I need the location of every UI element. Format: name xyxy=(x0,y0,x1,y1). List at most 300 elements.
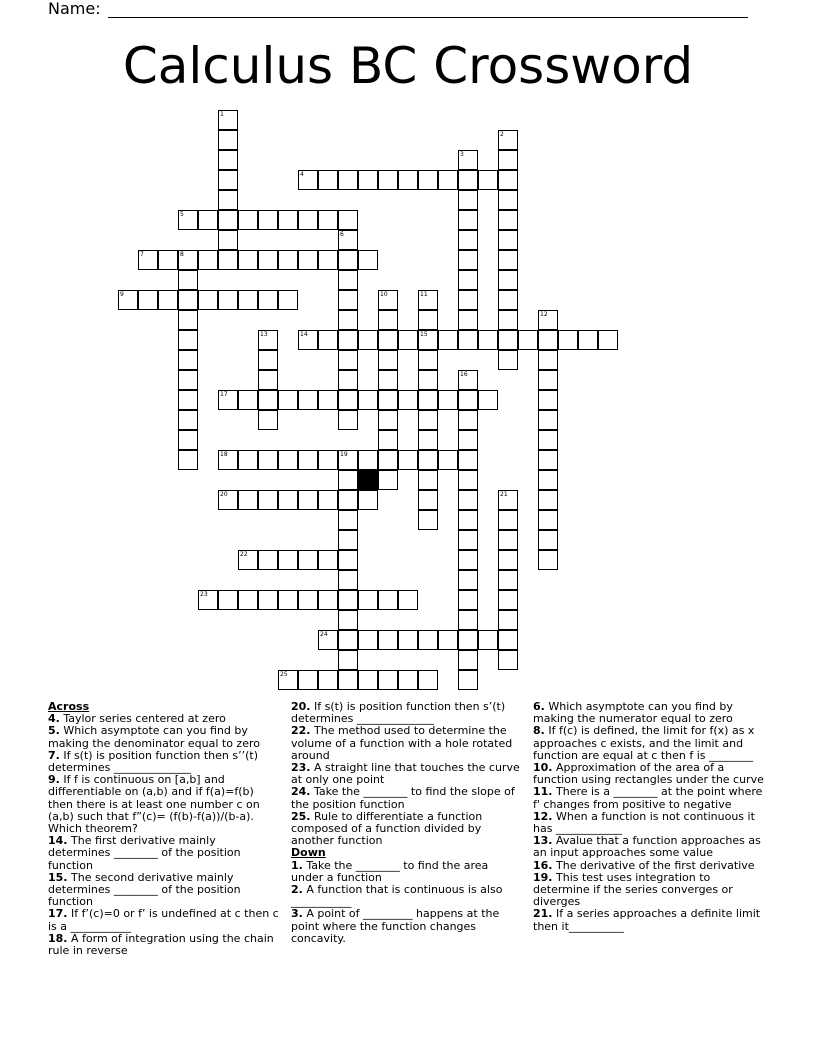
grid-cell[interactable] xyxy=(458,490,478,510)
grid-cell[interactable] xyxy=(338,270,358,290)
grid-cell[interactable] xyxy=(338,250,358,270)
grid-cell[interactable] xyxy=(338,610,358,630)
grid-cell[interactable] xyxy=(538,450,558,470)
black-cell xyxy=(358,470,378,490)
grid-cell[interactable] xyxy=(498,630,518,650)
grid-cell[interactable] xyxy=(218,110,238,130)
grid-cell[interactable] xyxy=(298,490,318,510)
grid-cell[interactable] xyxy=(318,550,338,570)
grid-cell[interactable] xyxy=(478,170,498,190)
grid-cell[interactable] xyxy=(498,330,518,350)
clue-item-number: 3. xyxy=(291,907,303,921)
clue-item xyxy=(48,835,280,872)
grid-cell[interactable] xyxy=(258,550,278,570)
clue-number: 8 xyxy=(180,251,184,258)
grid-cell[interactable] xyxy=(318,390,338,410)
grid-cell[interactable] xyxy=(278,550,298,570)
grid-cell[interactable] xyxy=(458,650,478,670)
grid-cell[interactable] xyxy=(538,410,558,430)
clue-item-text: If a series approaches a definite limit then it__________ xyxy=(533,907,761,933)
grid-cell[interactable] xyxy=(278,250,298,270)
grid-cell[interactable] xyxy=(378,170,398,190)
grid-cell[interactable] xyxy=(458,470,478,490)
grid-cell[interactable] xyxy=(338,210,358,230)
grid-cell[interactable] xyxy=(278,490,298,510)
grid-cell[interactable] xyxy=(338,370,358,390)
grid-cell[interactable] xyxy=(418,330,438,350)
grid-cell[interactable] xyxy=(218,290,238,310)
clue-item xyxy=(48,933,280,957)
grid-cell[interactable] xyxy=(498,530,518,550)
grid-cell[interactable] xyxy=(418,290,438,310)
grid-cell[interactable] xyxy=(238,210,258,230)
grid-cell[interactable] xyxy=(298,330,318,350)
grid-cell[interactable] xyxy=(498,150,518,170)
clue-item-text: Take the ________ to find the area under a function xyxy=(291,858,489,884)
clue-number: 22 xyxy=(240,551,248,558)
clue-item xyxy=(533,872,765,909)
clue-item-number: 6. xyxy=(533,700,545,713)
clue-item-text: The second derivative mainly determines ________ of the position function xyxy=(48,870,241,909)
clue-item xyxy=(533,835,765,859)
grid-cell[interactable] xyxy=(258,250,278,270)
grid-cell[interactable] xyxy=(378,590,398,610)
grid-cell[interactable] xyxy=(258,210,278,230)
grid-cell[interactable] xyxy=(318,250,338,270)
grid-cell[interactable] xyxy=(378,670,398,690)
grid-cell[interactable] xyxy=(218,210,238,230)
grid-cell[interactable] xyxy=(158,250,178,270)
grid-cell[interactable] xyxy=(398,590,418,610)
grid-cell[interactable] xyxy=(498,350,518,370)
grid-cell[interactable] xyxy=(238,290,258,310)
grid-cell[interactable] xyxy=(338,470,358,490)
grid-cell[interactable] xyxy=(438,170,458,190)
grid-cell[interactable] xyxy=(258,370,278,390)
grid-cell[interactable] xyxy=(178,430,198,450)
clue-column-2 xyxy=(291,701,523,945)
clue-item-number: 9. xyxy=(48,773,60,787)
clue-item-text: The derivative of the first derivative xyxy=(552,858,755,872)
clue-number: 24 xyxy=(320,631,328,638)
grid-cell[interactable] xyxy=(358,590,378,610)
grid-cell[interactable] xyxy=(178,390,198,410)
grid-cell[interactable] xyxy=(238,250,258,270)
grid-cell[interactable] xyxy=(418,370,438,390)
grid-cell[interactable] xyxy=(458,570,478,590)
clue-item-number: 20. xyxy=(291,700,311,713)
grid-cell[interactable] xyxy=(418,630,438,650)
grid-cell[interactable] xyxy=(358,330,378,350)
clue-item-number: 23. xyxy=(291,761,311,775)
grid-cell[interactable] xyxy=(438,450,458,470)
grid-cell[interactable] xyxy=(458,550,478,570)
clue-item-number: 24. xyxy=(291,785,311,799)
grid-cell[interactable] xyxy=(278,670,298,690)
grid-cell[interactable] xyxy=(318,330,338,350)
grid-cell[interactable] xyxy=(498,170,518,190)
grid-cell[interactable] xyxy=(358,450,378,470)
grid-cell[interactable] xyxy=(458,450,478,470)
grid-cell[interactable] xyxy=(138,290,158,310)
grid-cell[interactable] xyxy=(458,430,478,450)
grid-cell[interactable] xyxy=(538,470,558,490)
clue-number: 1 xyxy=(220,111,224,118)
grid-cell[interactable] xyxy=(458,390,478,410)
grid-cell[interactable] xyxy=(538,490,558,510)
grid-cell[interactable] xyxy=(338,590,358,610)
grid-cell[interactable] xyxy=(338,170,358,190)
grid-cell[interactable] xyxy=(118,290,138,310)
grid-cell[interactable] xyxy=(198,290,218,310)
grid-cell[interactable] xyxy=(338,330,358,350)
grid-cell[interactable] xyxy=(538,430,558,450)
grid-cell[interactable] xyxy=(498,210,518,230)
grid-cell[interactable] xyxy=(338,450,358,470)
clue-item xyxy=(533,811,765,835)
grid-cell[interactable] xyxy=(338,670,358,690)
grid-cell[interactable] xyxy=(258,590,278,610)
grid-cell[interactable] xyxy=(338,650,358,670)
grid-cell[interactable] xyxy=(298,590,318,610)
grid-cell[interactable] xyxy=(378,310,398,330)
grid-cell[interactable] xyxy=(498,270,518,290)
clue-item-number: 8. xyxy=(533,724,545,738)
grid-cell[interactable] xyxy=(378,330,398,350)
clue-item-text: Take the ________ to find the slope of the position function xyxy=(291,785,515,811)
grid-cell[interactable] xyxy=(298,390,318,410)
clue-item xyxy=(48,774,280,835)
grid-cell[interactable] xyxy=(258,290,278,310)
clue-item-number: 19. xyxy=(533,870,553,884)
grid-cell[interactable] xyxy=(518,330,538,350)
grid-cell[interactable] xyxy=(538,510,558,530)
grid-cell[interactable] xyxy=(238,590,258,610)
grid-cell[interactable] xyxy=(218,230,238,250)
clue-number: 6 xyxy=(340,231,344,238)
clue-item xyxy=(291,811,523,848)
name-label: Name: xyxy=(48,0,106,18)
grid-cell[interactable] xyxy=(358,670,378,690)
grid-cell[interactable] xyxy=(538,530,558,550)
clue-item-number: 5. xyxy=(48,724,60,738)
grid-cell[interactable] xyxy=(338,310,358,330)
grid-cell[interactable] xyxy=(498,290,518,310)
grid-cell[interactable] xyxy=(318,170,338,190)
grid-cell[interactable] xyxy=(278,390,298,410)
grid-cell[interactable] xyxy=(258,330,278,350)
clue-item-number: 13. xyxy=(533,834,553,848)
clue-number: 21 xyxy=(500,491,508,498)
grid-cell[interactable] xyxy=(338,390,358,410)
grid-cell[interactable] xyxy=(278,590,298,610)
grid-cell[interactable] xyxy=(578,330,598,350)
grid-cell[interactable] xyxy=(478,330,498,350)
grid-cell[interactable] xyxy=(458,410,478,430)
grid-cell[interactable] xyxy=(238,550,258,570)
clue-number: 5 xyxy=(180,211,184,218)
grid-cell[interactable] xyxy=(458,270,478,290)
grid-cell[interactable] xyxy=(178,350,198,370)
grid-cell[interactable] xyxy=(378,630,398,650)
grid-cell[interactable] xyxy=(538,330,558,350)
clue-item-text: Avalue that a function approaches as an input approaches some value xyxy=(533,834,761,860)
grid-cell[interactable] xyxy=(278,290,298,310)
clue-item xyxy=(291,884,523,908)
clue-item xyxy=(291,701,523,725)
grid-cell[interactable] xyxy=(338,290,358,310)
clue-number: 14 xyxy=(300,331,308,338)
grid-cell[interactable] xyxy=(238,490,258,510)
grid-cell[interactable] xyxy=(438,630,458,650)
grid-cell[interactable] xyxy=(318,630,338,650)
grid-cell[interactable] xyxy=(218,150,238,170)
grid-cell[interactable] xyxy=(338,530,358,550)
grid-cell[interactable] xyxy=(458,250,478,270)
grid-cell[interactable] xyxy=(178,410,198,430)
grid-cell[interactable] xyxy=(418,510,438,530)
grid-cell[interactable] xyxy=(378,430,398,450)
clue-item-number: 11. xyxy=(533,785,553,799)
grid-cell[interactable] xyxy=(318,490,338,510)
clue-number: 16 xyxy=(460,371,468,378)
grid-cell[interactable] xyxy=(138,250,158,270)
grid-cell[interactable] xyxy=(298,450,318,470)
grid-cell[interactable] xyxy=(498,590,518,610)
grid-cell[interactable] xyxy=(498,230,518,250)
grid-cell[interactable] xyxy=(218,250,238,270)
grid-cell[interactable] xyxy=(418,410,438,430)
grid-cell[interactable] xyxy=(178,310,198,330)
grid-cell[interactable] xyxy=(258,350,278,370)
grid-cell[interactable] xyxy=(258,450,278,470)
grid-cell[interactable] xyxy=(298,250,318,270)
clue-item-number: 1. xyxy=(291,858,303,872)
clue-item-number: 10. xyxy=(533,761,553,775)
grid-cell[interactable] xyxy=(338,510,358,530)
grid-cell[interactable] xyxy=(318,210,338,230)
clue-item-text: There is a ________ at the point where f' changes from positive to negative xyxy=(533,785,763,811)
grid-cell[interactable] xyxy=(498,190,518,210)
grid-cell[interactable] xyxy=(258,410,278,430)
grid-cell[interactable] xyxy=(458,190,478,210)
grid-cell[interactable] xyxy=(178,450,198,470)
grid-cell[interactable] xyxy=(178,210,198,230)
grid-cell[interactable] xyxy=(238,450,258,470)
grid-cell[interactable] xyxy=(338,230,358,250)
grid-cell[interactable] xyxy=(418,470,438,490)
grid-cell[interactable] xyxy=(458,670,478,690)
grid-cell[interactable] xyxy=(458,610,478,630)
grid-cell[interactable] xyxy=(418,390,438,410)
grid-cell[interactable] xyxy=(498,490,518,510)
grid-cell[interactable] xyxy=(298,210,318,230)
clue-item-text: If f is continuous on [a,b] and differentiable on (a,b) and if f(a)=f(b) then there is at least one number c on (a,b) such that f”(c)= (f(b)-f(a))/(b-a). Which theorem? xyxy=(48,773,260,836)
grid-cell[interactable] xyxy=(538,550,558,570)
clue-item-number: 2. xyxy=(291,883,303,897)
grid-cell[interactable] xyxy=(278,450,298,470)
grid-cell[interactable] xyxy=(178,290,198,310)
grid-cell[interactable] xyxy=(398,670,418,690)
grid-cell[interactable] xyxy=(598,330,618,350)
grid-cell[interactable] xyxy=(338,350,358,370)
grid-cell[interactable] xyxy=(378,390,398,410)
grid-cell[interactable] xyxy=(458,150,478,170)
grid-cell[interactable] xyxy=(258,490,278,510)
grid-cell[interactable] xyxy=(398,630,418,650)
clue-item xyxy=(291,762,523,786)
grid-cell[interactable] xyxy=(498,310,518,330)
clue-item-text: The first derivative mainly determines ________ of the position function xyxy=(48,834,241,872)
grid-cell[interactable] xyxy=(338,570,358,590)
grid-cell[interactable] xyxy=(178,250,198,270)
grid-cell[interactable] xyxy=(538,310,558,330)
clue-item-text: When a function is not continuous it has ____________ xyxy=(533,809,755,836)
grid-cell[interactable] xyxy=(318,670,338,690)
grid-cell[interactable] xyxy=(158,290,178,310)
clue-item xyxy=(533,786,765,810)
grid-cell[interactable] xyxy=(458,590,478,610)
grid-cell[interactable] xyxy=(538,390,558,410)
grid-cell[interactable] xyxy=(338,490,358,510)
grid-cell[interactable] xyxy=(378,470,398,490)
grid-cell[interactable] xyxy=(458,510,478,530)
grid-cell[interactable] xyxy=(338,410,358,430)
grid-cell[interactable] xyxy=(438,330,458,350)
grid-cell[interactable] xyxy=(458,330,478,350)
grid-cell[interactable] xyxy=(378,410,398,430)
clue-item-number: 14. xyxy=(48,834,68,848)
grid-cell[interactable] xyxy=(238,390,258,410)
grid-cell[interactable] xyxy=(218,170,238,190)
clue-item-text: Rule to differentiate a function composed of a function divided by another function xyxy=(291,809,483,848)
grid-cell[interactable] xyxy=(198,250,218,270)
grid-cell[interactable] xyxy=(358,630,378,650)
grid-cell[interactable] xyxy=(498,550,518,570)
clue-number: 4 xyxy=(300,171,304,178)
grid-cell[interactable] xyxy=(418,310,438,330)
clue-item-number: 25. xyxy=(291,809,311,823)
grid-cell[interactable] xyxy=(458,230,478,250)
grid-cell[interactable] xyxy=(398,330,418,350)
grid-cell[interactable] xyxy=(458,630,478,650)
page-title: Calculus BC Crossword xyxy=(122,37,694,95)
clue-item xyxy=(48,725,280,749)
grid-cell[interactable] xyxy=(218,450,238,470)
clue-item-number: 16. xyxy=(533,858,553,872)
grid-cell[interactable] xyxy=(418,430,438,450)
grid-cell[interactable] xyxy=(178,370,198,390)
grid-cell[interactable] xyxy=(498,650,518,670)
clue-number: 2 xyxy=(500,131,504,138)
grid-cell[interactable] xyxy=(218,130,238,150)
grid-cell[interactable] xyxy=(458,290,478,310)
grid-cell[interactable] xyxy=(418,170,438,190)
grid-cell[interactable] xyxy=(418,450,438,470)
grid-cell[interactable] xyxy=(318,450,338,470)
grid-cell[interactable] xyxy=(298,170,318,190)
clue-number: 25 xyxy=(280,671,288,678)
grid-cell[interactable] xyxy=(198,590,218,610)
clue-item xyxy=(48,908,280,932)
grid-cell[interactable] xyxy=(438,390,458,410)
grid-cell[interactable] xyxy=(458,370,478,390)
clue-item-text: Which asymptote can you find by making the denominator equal to zero xyxy=(48,724,260,750)
grid-cell[interactable] xyxy=(398,170,418,190)
grid-cell[interactable] xyxy=(358,390,378,410)
clue-item-text: A form of integration using the chain rule in reverse xyxy=(48,931,274,958)
grid-cell[interactable] xyxy=(558,330,578,350)
clue-item xyxy=(291,908,523,945)
clue-item-number: 17. xyxy=(48,907,68,921)
clue-item-text: A point of _________ happens at the point where the function changes concavity. xyxy=(291,907,500,945)
grid-cell[interactable] xyxy=(338,550,358,570)
grid-cell[interactable] xyxy=(298,550,318,570)
grid-cell[interactable] xyxy=(298,670,318,690)
grid-cell[interactable] xyxy=(498,130,518,150)
grid-cell[interactable] xyxy=(338,630,358,650)
grid-cell[interactable] xyxy=(378,370,398,390)
grid-cell[interactable] xyxy=(378,450,398,470)
grid-cell[interactable] xyxy=(358,170,378,190)
grid-cell[interactable] xyxy=(498,250,518,270)
clue-item-text: If f’(c)=0 or f’ is undefined at c then c is a ___________ xyxy=(48,907,279,933)
grid-cell[interactable] xyxy=(538,370,558,390)
grid-cell[interactable] xyxy=(178,330,198,350)
clue-number: 15 xyxy=(420,331,428,338)
grid-cell[interactable] xyxy=(258,390,278,410)
grid-cell[interactable] xyxy=(278,210,298,230)
grid-cell[interactable] xyxy=(398,390,418,410)
clue-item-text: A straight line that touches the curve at only one point xyxy=(291,761,520,787)
clue-column-1 xyxy=(48,701,280,957)
clue-item-text: Approximation of the area of a function using rectangles under the curve xyxy=(533,761,764,787)
grid-cell[interactable] xyxy=(218,590,238,610)
grid-cell[interactable] xyxy=(318,590,338,610)
grid-cell[interactable] xyxy=(378,290,398,310)
grid-cell[interactable] xyxy=(418,490,438,510)
grid-cell[interactable] xyxy=(418,350,438,370)
grid-cell[interactable] xyxy=(458,530,478,550)
clue-item-text: If f(c) is defined, the limit for f(x) as x approaches c exists, and the limit and function are equal at c then f is ________ xyxy=(533,724,755,762)
clue-item-number: 18. xyxy=(48,931,68,945)
grid-cell[interactable] xyxy=(398,450,418,470)
clue-item-number: 12. xyxy=(533,809,553,823)
grid-cell[interactable] xyxy=(458,210,478,230)
grid-cell[interactable] xyxy=(378,350,398,370)
grid-cell[interactable] xyxy=(478,630,498,650)
grid-cell[interactable] xyxy=(498,610,518,630)
grid-cell[interactable] xyxy=(458,170,478,190)
clue-item-text: This test uses integration to determine if the series converges or diverges xyxy=(533,870,733,909)
grid-cell[interactable] xyxy=(418,670,438,690)
grid-cell[interactable] xyxy=(218,190,238,210)
clue-number: 18 xyxy=(220,451,228,458)
grid-cell[interactable] xyxy=(358,490,378,510)
grid-cell[interactable] xyxy=(478,390,498,410)
grid-cell[interactable] xyxy=(358,250,378,270)
grid-cell[interactable] xyxy=(218,390,238,410)
clue-item-text: The method used to determine the volume of a function with a hole rotated around xyxy=(291,724,513,762)
grid-cell[interactable] xyxy=(178,270,198,290)
grid-cell[interactable] xyxy=(458,310,478,330)
grid-cell[interactable] xyxy=(498,570,518,590)
grid-cell[interactable] xyxy=(198,210,218,230)
grid-cell[interactable] xyxy=(218,490,238,510)
grid-cell[interactable] xyxy=(498,510,518,530)
clue-item-text: Taylor series centered at zero xyxy=(59,712,226,726)
grid-cell[interactable] xyxy=(538,350,558,370)
